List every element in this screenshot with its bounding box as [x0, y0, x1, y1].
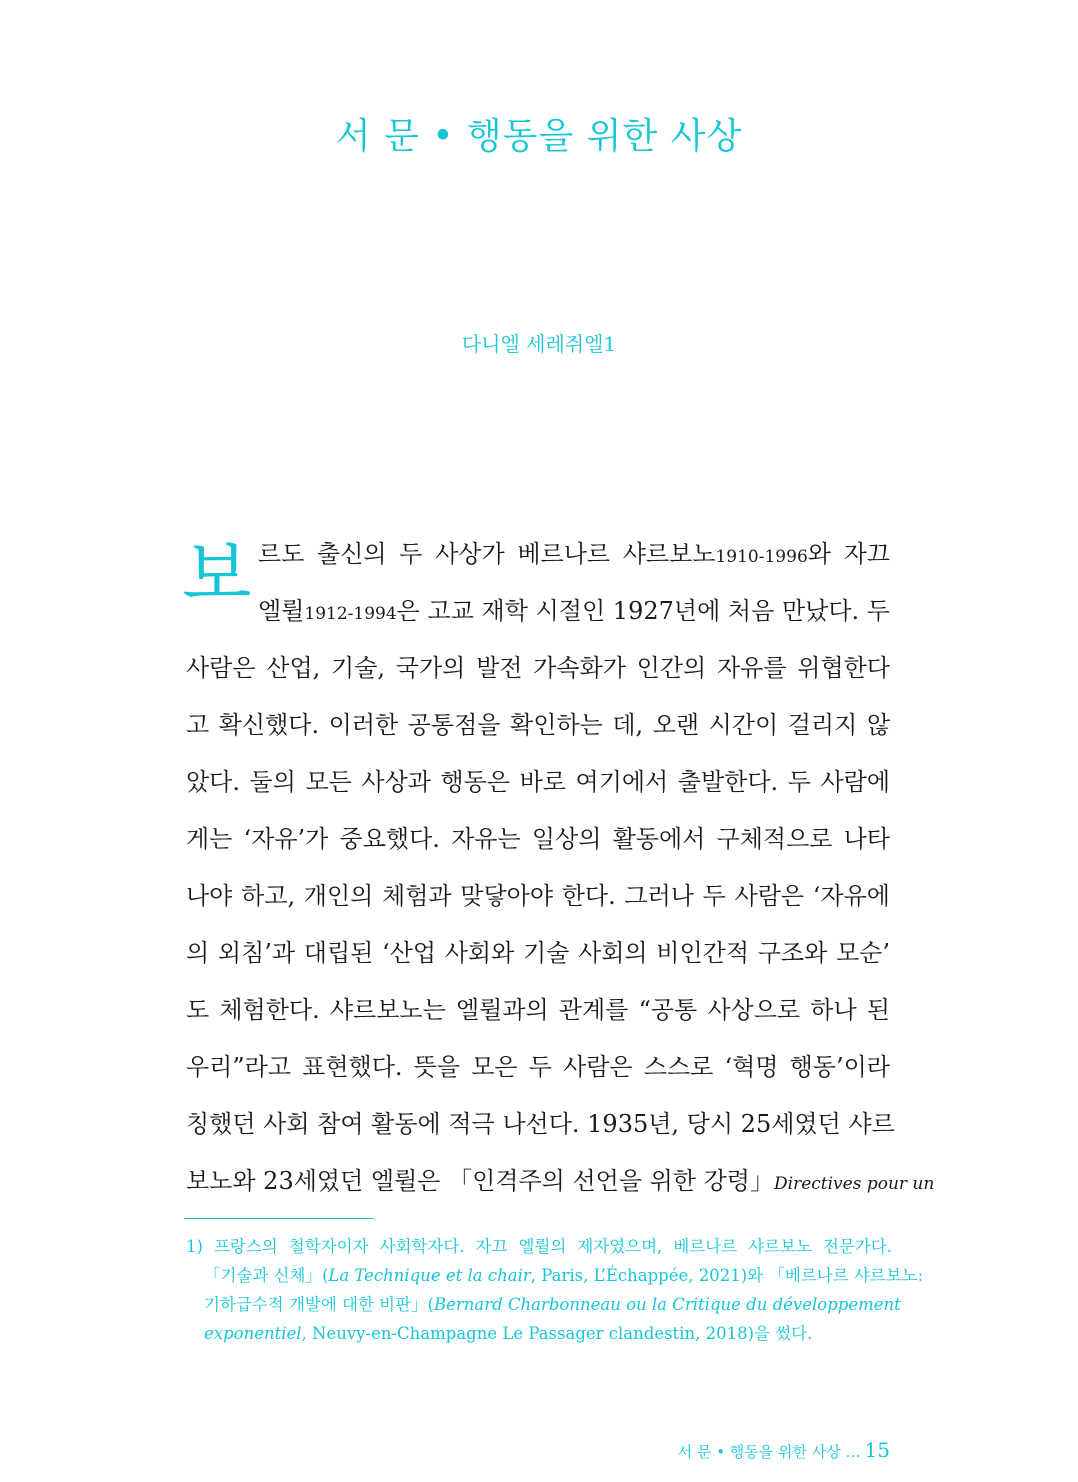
- chapter-title: 서 문 • 행동을 위한 사상: [335, 116, 743, 157]
- body-line: 르도 출신의 두 사상가 베르나르 샤르보노1910-1996와 자끄: [258, 540, 890, 568]
- body-line: 나야 하고, 개인의 체험과 맞닿아야 한다. 그러나 두 사람은 ‘자유에: [186, 882, 890, 910]
- footnote-line: 기하급수적 개발에 대한 비판」(Bernard Charbonneau ou la Critique du développement: [204, 1295, 901, 1314]
- body-line: 의 외침’과 대립된 ‘산업 사회와 기술 사회의 비인간적 구조와 모순’: [186, 939, 890, 967]
- body-line: 도 체험한다. 샤르보노는 엘륄과의 관계를 “공통 사상으로 하나 된: [186, 996, 890, 1024]
- body-line: 우리”라고 표현했다. 뜻을 모은 두 사람은 스스로 ‘혁명 행동’이라: [186, 1053, 890, 1081]
- body-line: 게는 ‘자유’가 중요했다. 자유는 일상의 활동에서 구체적으로 나타: [186, 825, 890, 853]
- body-line: 칭했던 사회 참여 활동에 적극 나선다. 1935년, 당시 25세였던 샤르: [186, 1110, 895, 1138]
- running-title: 서 문 • 행동을 위한 사상 …: [677, 1443, 861, 1461]
- footnote-line: 「기술과 신체」(La Technique et la chair, Paris, L’Échappée, 2021)와 「베르나르 샤르보노:: [204, 1266, 924, 1285]
- body-line: 사람은 산업, 기술, 국가의 발전 가속화가 인간의 자유를 위협한다: [186, 654, 890, 682]
- body-line: 고 확신했다. 이러한 공통점을 확인하는 데, 오랜 시간이 걸리지 않: [186, 711, 890, 739]
- footnote-line: exponentiel, Neuvy-en-Champagne Le Passager clandestin, 2018)을 썼다.: [204, 1324, 813, 1343]
- footnote-divider: [184, 1218, 374, 1219]
- drop-cap: 보: [182, 532, 252, 616]
- author-name: 다니엘 세레쥐엘1: [461, 332, 617, 356]
- body-line: 보노와 23세였던 엘륄은 「인격주의 선언을 위한 강령」Directives pour un: [186, 1167, 935, 1195]
- footnote-line: 1) 프랑스의 철학자이자 사회학자다. 자끄 엘륄의 제자였으며, 베르나르 샤르보노 전문가다.: [186, 1237, 892, 1256]
- page-footer: [678, 1438, 890, 1462]
- page-number: 15: [864, 1438, 890, 1462]
- body-line: 았다. 둘의 모든 사상과 행동은 바로 여기에서 출발한다. 두 사람에: [186, 768, 890, 796]
- footnote: [186, 1232, 924, 1348]
- body-line: 엘륄1912-1994은 고교 재학 시절인 1927년에 처음 만났다. 두: [258, 597, 890, 625]
- body-text: [186, 526, 935, 1210]
